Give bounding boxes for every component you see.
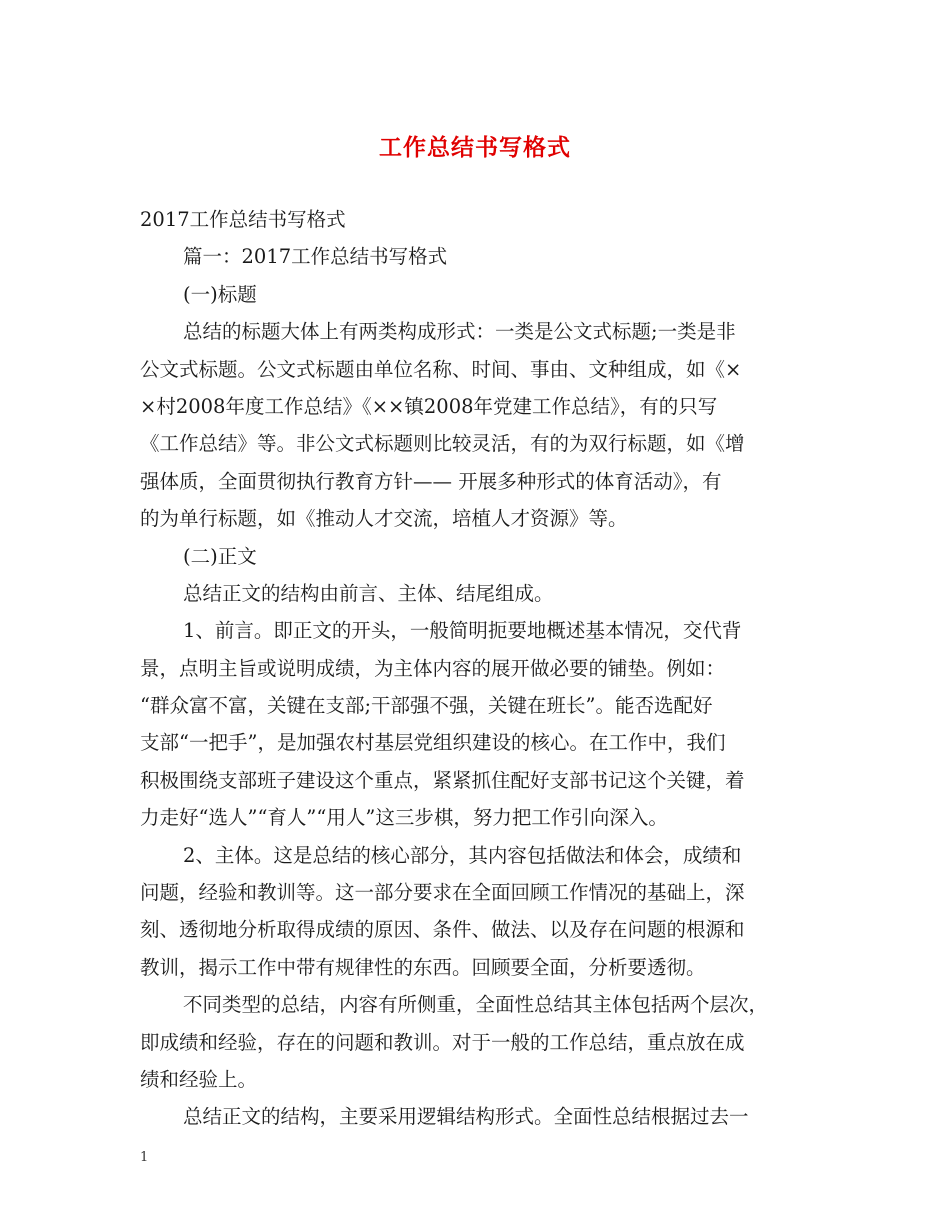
text-line: 的为单行标题，如《推动人才交流，培植人才资源》等。 bbox=[140, 507, 628, 531]
section-heading: (一)标题 bbox=[183, 282, 257, 306]
text-line: 公文式标题。公文式标题由单位名称、时间、事由、文种组成，如《× bbox=[140, 357, 742, 381]
section-heading: (二)正文 bbox=[183, 544, 257, 568]
text-line: 即成绩和经验，存在的问题和教训。对于一般的工作总结，重点放在成 bbox=[140, 1030, 745, 1054]
text-line: 力走好“选人”“育人”“用人”这三步棋，努力把工作引向深入。 bbox=[140, 806, 668, 830]
text-line: 总结正文的结构，主要采用逻辑结构形式。全面性总结根据过去一 bbox=[183, 1105, 749, 1129]
text-line: 2017工作总结书写格式 bbox=[140, 208, 346, 231]
text-line: 支部“一把手”，是加强农村基层党组织建设的核心。在工作中，我们 bbox=[140, 731, 726, 755]
text-line: 总结正文的结构由前言、主体、结尾组成。 bbox=[183, 581, 554, 605]
text-line: 景，点明主旨或说明成绩，为主体内容的展开做必要的铺垫。例如： bbox=[140, 656, 726, 680]
text-line: 强体质，全面贯彻执行教育方针—— 开展多种形式的体育活动》，有 bbox=[140, 469, 722, 493]
text-line: 2、主体。这是总结的核心部分，其内容包括做法和体会，成绩和 bbox=[183, 843, 742, 867]
text-line: 不同类型的总结，内容有所侧重，全面性总结其主体包括两个层次， bbox=[183, 993, 769, 1017]
text-line: 教训，揭示工作中带有规律性的东西。回顾要全面，分析要透彻。 bbox=[140, 955, 706, 979]
text-line: 问题，经验和教训等。这一部分要求在全面回顾工作情况的基础上，深 bbox=[140, 881, 745, 905]
document-title: 工作总结书写格式 bbox=[379, 134, 571, 161]
text-line: 篇一：2017工作总结书写格式 bbox=[183, 245, 448, 269]
document-body bbox=[140, 201, 812, 1136]
text-line: “群众富不富，关键在支部;干部强不强，关键在班长”。能否选配好 bbox=[140, 694, 713, 718]
page-number: 1 bbox=[140, 1150, 149, 1165]
text-line: 积极围绕支部班子建设这个重点，紧紧抓住配好支部书记这个关键，着 bbox=[140, 768, 745, 792]
text-line: 《工作总结》等。非公文式标题则比较灵活，有的为双行标题，如《增 bbox=[140, 432, 745, 456]
text-line: 总结的标题大体上有两类构成形式：一类是公文式标题;一类是非 bbox=[183, 320, 736, 344]
text-line: 绩和经验上。 bbox=[140, 1067, 258, 1091]
text-line: 刻、透彻地分析取得成绩的原因、条件、做法、以及存在问题的根源和 bbox=[140, 918, 745, 942]
text-line: ×村2008年度工作总结》《××镇2008年党建工作总结》，有的只写 bbox=[140, 394, 718, 418]
text-line: 1、前言。即正文的开头，一般简明扼要地概述基本情况，交代背 bbox=[183, 619, 742, 643]
